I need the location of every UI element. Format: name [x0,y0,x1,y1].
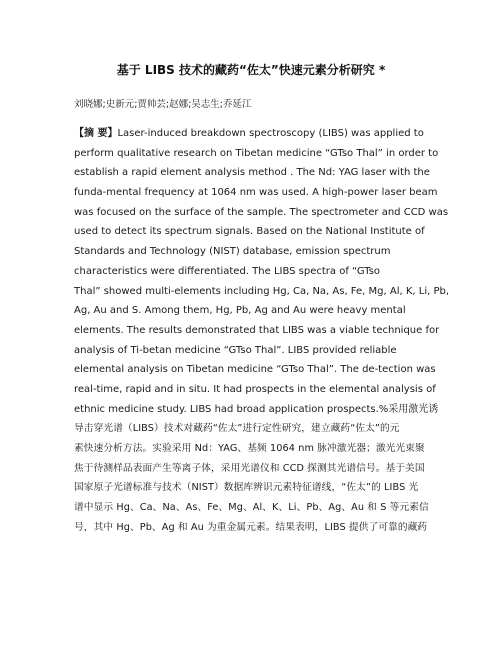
abstract-line: 国家原子光谱标准与技术（NIST）数据库辨识元素特征谱线，“佐太”的 LIBS 光 [74,482,419,494]
abstract-line: Thal” showed multi-elements including Hg, Ca, Na, As, Fe, Mg, Al, K, Li, Pb, [74,285,450,297]
abstract-line: elemental analysis on Tibetan medicine “GTso Thal”. The de-tection was [74,364,436,376]
abstract-line: real-time, rapid and in situ. It had prospects in the elemental analysis of [74,383,436,395]
abstract-line: characteristics were differentiated. The LIBS spectra of “GTso [74,265,381,277]
abstract-label: 【摘 要】 [74,128,118,139]
abstract-line: was focused on the surface of the sample. The spectrometer and CCD was [74,206,449,218]
abstract-line: funda-mental frequency at 1064 nm was used. A high-power laser beam [74,187,438,199]
abstract-line: perform qualitative research on Tibetan medicine “GTso Thal” in order to [74,147,439,159]
abstract-line: analysis of Ti-betan medicine “GTso Thal”. LIBS provided reliable [74,344,397,356]
abstract-line: ethnic medicine study. LIBS had broad application prospects.%采用激光诱 [74,403,439,415]
abstract-line: Standards and Technology (NIST) database, emission spectrum [74,246,391,258]
abstract [74,124,450,537]
paper-title: 基于 LIBS 技术的藏药“佐太”快速元素分析研究 * [116,63,386,77]
abstract-line: 号，其中 Hg、Pb、Ag 和 Au 为重金属元素。结果表明，LIBS 提供了可靠的藏药 [74,521,428,533]
abstract-text: Laser-induced breakdown spectroscopy (LIBS) was applied to [117,128,424,139]
abstract-line: 谱中显示 Hg、Ca、Na、As、Fe、Mg、Al、K、Li、Pb、Ag、Au 和 S 等元素信 [74,502,429,514]
abstract-line: elements. The results demonstrated that LIBS was a viable technique for [74,324,440,336]
abstract-line: 素快速分析方法。实验采用 Nd：YAG、基频 1064 nm 脉冲激光器；激光光束聚 [74,443,425,454]
abstract-line: Ag, Au and S. Among them, Hg, Pb, Ag and Au were heavy mental [74,305,406,317]
abstract-line: 导击穿光谱（LIBS）技术对藏药“佐太”进行定性研究，建立藏药“佐太”的元 [74,423,400,435]
abstract-line: establish a rapid element analysis method . The Nd: YAG laser with the [74,167,430,179]
abstract-line: used to detect its spectrum signals. Based on the National Institute of [74,226,425,238]
abstract-line [74,124,444,144]
author-list: 刘晓娜;史新元;贾帅芸;赵娜;吴志生;乔延江 [74,99,252,110]
abstract-line: 焦于待测样品表面产生等离子体，采用光谱仪和 CCD 探测其光谱信号。基于美国 [74,462,425,474]
